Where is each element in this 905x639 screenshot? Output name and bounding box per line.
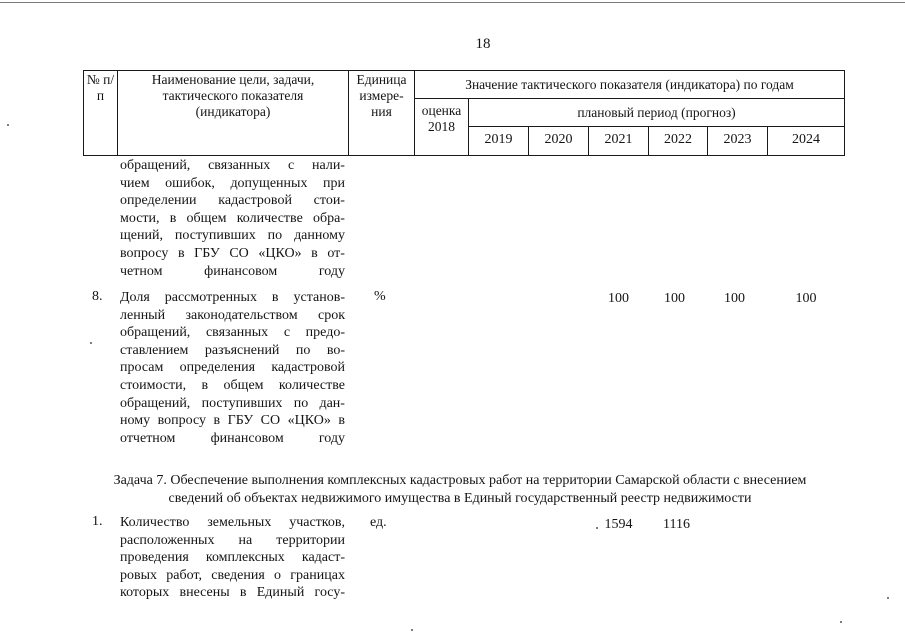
row8-value-2021: 100	[608, 291, 629, 306]
text-line: проведения комплексных кадаст-	[120, 550, 345, 566]
header-values-group: Значение тактического показателя (индикатора) по годам	[465, 77, 794, 92]
scan-speck	[90, 342, 92, 344]
row1-text	[120, 514, 345, 602]
task7-heading-line2: сведений об объектах недвижимого имущества в Единый государственный реестр недвижимости	[168, 491, 752, 506]
header-year-2020: 2020	[544, 132, 573, 147]
task7-heading-line1: Задача 7. Обеспечение выполнения комплексных кадастровых работ на территории Самарской области с внесением	[113, 473, 807, 488]
row8-number: 8.	[92, 289, 103, 304]
text-line: щений, поступивших по данному	[120, 228, 345, 244]
row8-value-2024: 100	[795, 291, 817, 306]
header-right-border	[844, 70, 845, 156]
text-line: Доля рассмотренных в установ-	[120, 290, 345, 305]
header-planned-group: плановый период (прогноз)	[577, 105, 736, 120]
row8-value-2022: 100	[664, 291, 685, 306]
header-year-2023: 2023	[723, 132, 752, 147]
scan-speck	[840, 621, 842, 623]
text-line: обращений, поступивших по дан-	[120, 395, 345, 411]
header-values-divider	[414, 98, 845, 99]
text-line: отчетном финансовом году	[120, 430, 345, 446]
text-line: ставлением разъяснений по во-	[120, 342, 345, 358]
text-line: Количество земельных участков,	[120, 515, 345, 530]
header-year-2022: 2022	[664, 132, 692, 147]
text-line: ленный законодательством срок	[120, 307, 345, 323]
scan-speck	[7, 124, 9, 126]
continued-row-text	[120, 157, 345, 280]
header-planned-divider	[468, 126, 845, 127]
text-line: четном финансовом году	[120, 263, 345, 279]
scan-speck	[887, 597, 889, 599]
row8-value-2023: 100	[724, 291, 745, 306]
text-line: чием ошибок, допущенных при	[120, 175, 345, 191]
header-estimate: оценка 2018	[421, 103, 462, 134]
scan-speck	[596, 527, 598, 529]
header-col-number: № п/п	[86, 72, 115, 103]
header-col-unit: Единица измере-ния	[356, 72, 407, 119]
header-col-divider-2	[348, 70, 349, 156]
text-line: вопросу в ГБУ СО «ЦКО» в от-	[120, 245, 345, 261]
header-top-border	[83, 70, 845, 71]
text-line: просам определения кадастровой	[120, 360, 345, 376]
text-line: ровых работ, сведения о границах	[120, 567, 345, 583]
text-line: мости, в общем количестве обра-	[120, 210, 345, 226]
row8-unit: %	[374, 289, 386, 304]
row1-value-2021: 1594	[604, 517, 633, 532]
scan-speck	[411, 629, 413, 631]
header-col-divider-1	[117, 70, 118, 156]
header-year-2019: 2019	[484, 132, 513, 147]
text-line: ному вопросу в ГБУ СО «ЦКО» в	[120, 413, 345, 429]
header-bottom-border	[83, 155, 845, 156]
page-number: 18	[475, 36, 491, 52]
text-line: обращений, связанных с нали-	[120, 158, 345, 173]
text-line: расположенных на территории	[120, 532, 345, 548]
header-year-2024: 2024	[792, 132, 820, 147]
text-line: определении кадастровой стои-	[120, 193, 345, 209]
row1-unit: ед.	[370, 515, 387, 530]
row8-text	[120, 289, 345, 447]
text-line: которых внесены в Единый госу-	[120, 585, 345, 601]
text-line: стоимости, в общем количестве	[120, 377, 345, 393]
row1-number: 1.	[92, 514, 103, 529]
header-col-name: Наименование цели, задачи, тактического показателя (индикатора)	[151, 72, 315, 119]
page-top-rule	[0, 2, 905, 3]
header-year-2021: 2021	[604, 132, 633, 147]
row1-value-2022: 1116	[663, 517, 690, 532]
text-line: обращений, связанных с предо-	[120, 325, 345, 341]
